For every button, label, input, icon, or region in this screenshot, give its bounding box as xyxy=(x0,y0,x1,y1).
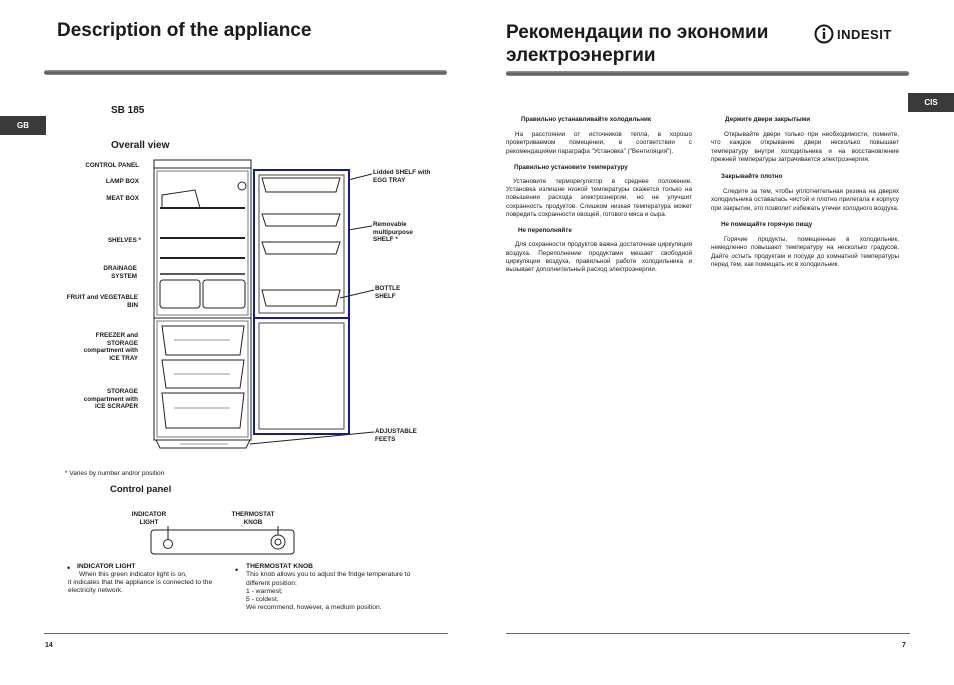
indicator-description xyxy=(77,563,217,580)
label-storage-ice-scraper: STORAGE compartment with ICE SCRAPER xyxy=(83,388,138,411)
tip-heading: Закрывайте плотно xyxy=(721,173,783,181)
language-tab-gb[interactable]: GB xyxy=(0,116,46,135)
label-adjustable-feets: ADJUSTABLE FEETS xyxy=(375,428,417,443)
indesit-logo-icon xyxy=(814,24,834,44)
logo-text: INDESIT xyxy=(837,26,892,42)
tip-text: Следите за тем, чтобы уплотнительная резина на дверях холодильника оставалась чистой и плотно прилегала к корпусу при закрытии, это позволит избежать утечки холодного воздуха. xyxy=(711,188,899,212)
thermostat-text2: 1 - warmest; xyxy=(246,587,283,595)
page-title-right xyxy=(506,21,768,67)
indicator-heading: INDICATOR LIGHT xyxy=(77,563,136,570)
indicator-text2: it indicates that the appliance is connected to the electricity network. xyxy=(68,579,213,595)
brand-logo xyxy=(814,24,892,44)
title-line-2: электроэнергии xyxy=(506,45,656,66)
thermostat-text3: 5 - coldest. xyxy=(246,596,279,604)
thermostat-text4: We recommend, however, a medium position. xyxy=(246,604,382,612)
label-removable-shelf: Removable multipurpose SHELF * xyxy=(373,221,413,244)
tip-text: На расстоянии от источников тепла, в хорошо проветриваемом помещении, в соответствии с рекомендациями параграфа "Установка" ("Вентиляция"). xyxy=(506,131,692,155)
label-shelves: SHELVES * xyxy=(107,237,141,244)
label-lamp-box: LAMP BOX xyxy=(105,178,139,185)
page-title-left: Description of the appliance xyxy=(57,20,312,41)
tip-text: Открывайте двери только при необходимости, помните, что каждое открывание двери несколько повышает температуру внутри холодильника и на восстановление прежней температуры затрачивается электроэнергия. xyxy=(711,131,899,163)
indicator-light-icon xyxy=(164,540,173,549)
tip-heading: Правильно устанавливайте холодильник xyxy=(521,116,652,123)
tips-column-2 xyxy=(711,116,899,269)
freezer-door xyxy=(254,318,349,434)
label-bottle-shelf: BOTTLE SHELF xyxy=(375,285,401,300)
tip-heading: Не переполняйте xyxy=(518,227,572,235)
label-freezer-storage: FREEZER and STORAGE compartment with ICE TRAY xyxy=(83,332,138,362)
label-control-panel: CONTROL PANEL xyxy=(85,162,139,169)
label-fruit-vegetable-bin: FRUIT and VEGETABLE BIN xyxy=(66,294,138,309)
tips-column-1 xyxy=(506,116,692,275)
control-panel-heading: Control panel xyxy=(110,484,172,495)
footer-rule-right xyxy=(506,633,910,634)
language-tab-cis[interactable]: CIS xyxy=(908,93,954,112)
label-lidded-shelf: Lidded SHELF with EGG TRAY xyxy=(373,169,431,184)
bullet-icon: • xyxy=(235,565,239,575)
label-drainage-system: DRAINAGE SYSTEM xyxy=(103,265,137,280)
title-rule-left xyxy=(44,70,447,75)
thermostat-description xyxy=(246,563,431,613)
bullet-icon: • xyxy=(67,563,71,573)
thermostat-heading: THERMOSTAT KNOB xyxy=(246,563,313,570)
label-meat-box: MEAT BOX xyxy=(106,195,139,202)
model-name: SB 185 xyxy=(111,105,145,116)
page-number-left: 14 xyxy=(45,642,53,649)
freezer-compartment xyxy=(154,318,251,440)
label-indicator-light: INDICATOR LIGHT xyxy=(131,511,167,526)
tip-text: Установите терморегулятор в среднее положение. Установка излишне низкой температуры скажется только на повышении расхода электроэнергии, но не улучшит сохранность продуктов. Слишком низкая температура может повредить сохранности овощей, готового мяса и сыра. xyxy=(506,177,692,219)
tip-text: Горячие продукты, помещенные в холодильник, немедленно повышают температуру на несколько градусов. Дайте остыть продуктам и посуде до комнатной температуры перед тем, как помещать их в холодильник. xyxy=(711,236,899,268)
page-number-right: 7 xyxy=(902,642,906,649)
title-rule-right xyxy=(506,71,909,76)
footnote-varies: * Varies by number and/or position xyxy=(65,470,165,477)
tip-heading: Правильно установите температуру xyxy=(514,163,628,171)
thermostat-knob-icon xyxy=(271,535,285,549)
thermostat-text1: This knob allows you to adjust the fridge temperature to different position: xyxy=(246,571,411,587)
label-thermostat-knob: THERMOSTAT KNOB xyxy=(231,511,275,526)
tip-heading: Держите двери закрытыми xyxy=(725,116,811,123)
tip-text: Для сохранности продуктов важна достаточная циркуляция воздуха. Переполнение продуктами мешает свободной циркуляции воздуха, правильной работе холодильника и вызывает дополнительный расход электроэнергии. xyxy=(506,241,692,274)
overall-view-heading: Overall view xyxy=(111,140,170,151)
control-panel-diagram xyxy=(148,526,298,558)
title-line-1: Рекомендации по экономии xyxy=(506,22,769,43)
tip-heading: Не помещайте горячую пищу xyxy=(721,221,813,229)
indicator-text1: When this green indicator light is on, xyxy=(79,571,187,579)
fridge-diagram xyxy=(140,150,380,455)
footer-rule-left xyxy=(44,633,448,634)
